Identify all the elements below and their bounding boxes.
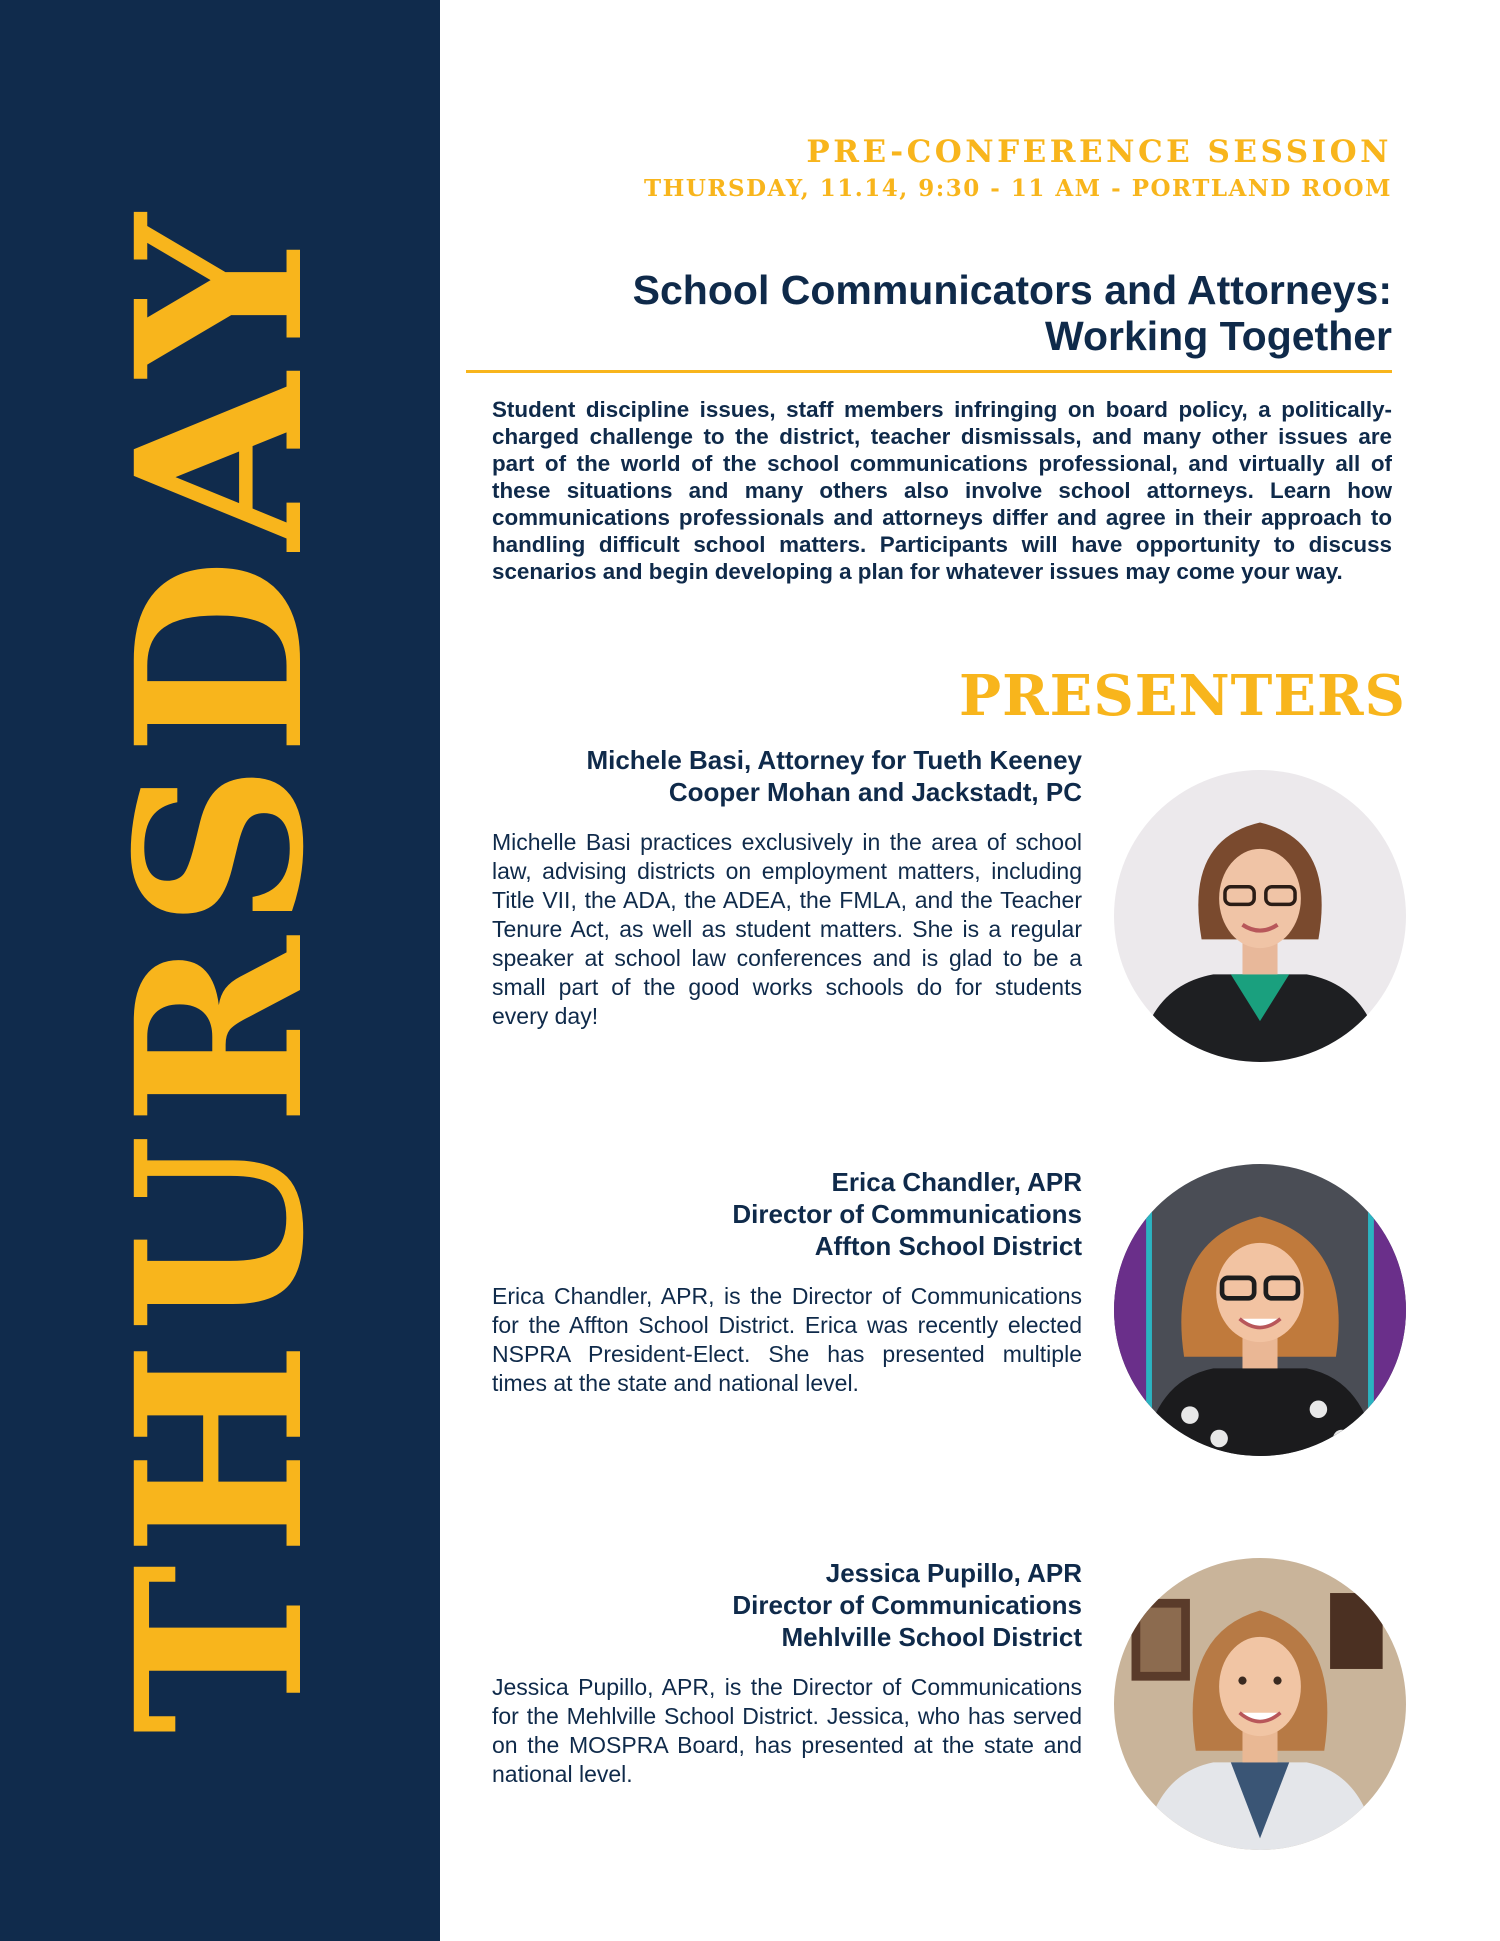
portrait-image bbox=[1114, 770, 1406, 1062]
presenter-bio: Erica Chandler, APR, is the Director of Communications for the Affton School District. Erica was recently elected NSPRA President-Elect. She has presented multiple times at the state and national level. bbox=[492, 1283, 1082, 1396]
session-header bbox=[644, 134, 1392, 203]
session-title-line-2: Working Together bbox=[1045, 312, 1392, 359]
portrait-image bbox=[1114, 1164, 1406, 1456]
presenter-photo bbox=[1114, 770, 1406, 1062]
presenter-bio: Michelle Basi practices exclusively in the area of school law, advising districts on employment matters, including Title VII, the ADA, the ADEA, the FMLA, and the Teacher Tenure Act, as well as student matters. She is a regular speaker at school law conferences and is glad to be a small part of the good works schools do for students every day! bbox=[492, 829, 1082, 1029]
presenter-photo bbox=[1114, 1558, 1406, 1850]
portrait-image bbox=[1114, 1558, 1406, 1850]
presenter-card bbox=[492, 1166, 1082, 1398]
session-kicker: PRE-CONFERENCE SESSION bbox=[806, 134, 1392, 170]
session-meta: THURSDAY, 11.14, 9:30 - 11 AM - PORTLAND ROOM bbox=[643, 175, 1392, 203]
sidebar bbox=[0, 0, 440, 1941]
session-title bbox=[466, 268, 1392, 373]
presenters-heading: PRESENTERS bbox=[959, 663, 1406, 729]
presenter-name-line: Cooper Mohan and Jackstadt, PC bbox=[668, 777, 1082, 807]
presenter-card bbox=[492, 1557, 1082, 1789]
presenter-name-line: Affton School District bbox=[814, 1231, 1082, 1261]
day-banner: THURSDAY bbox=[86, 205, 354, 1735]
presenter-name-line: Michele Basi, Attorney for Tueth Keeney bbox=[586, 745, 1082, 775]
presenter-name-line: Director of Communications bbox=[732, 1590, 1082, 1620]
presenter-photo bbox=[1114, 1164, 1406, 1456]
presenter-name-line: Erica Chandler, APR bbox=[831, 1167, 1082, 1197]
presenter-bio: Jessica Pupillo, APR, is the Director of Communications for the Mehlville School District. Jessica, who has served on the MOSPRA Board, has presented at the state and national level. bbox=[492, 1674, 1082, 1787]
presenter-name bbox=[492, 1557, 1082, 1653]
main-content bbox=[492, 0, 1406, 1941]
presenter-card bbox=[492, 744, 1082, 1031]
presenter-name-line: Jessica Pupillo, APR bbox=[825, 1558, 1082, 1588]
session-description: Student discipline issues, staff members infringing on board policy, a politically-charged challenge to the district, teacher dismissals, and many other issues are part of the world of the school communications professional, and virtually all of these situations and many others also involve school attorneys. Learn how communications professionals and attorneys differ and agree in their approach to handling difficult school matters. Participants will have opportunity to discuss scenarios and begin developing a plan for whatever issues may come your way. bbox=[492, 397, 1392, 584]
presenter-name bbox=[492, 1166, 1082, 1262]
presenter-name-line: Mehlville School District bbox=[781, 1622, 1082, 1652]
session-title-line-1: School Communicators and Attorneys: bbox=[632, 267, 1392, 313]
presenter-name-line: Director of Communications bbox=[732, 1199, 1082, 1229]
presenter-name bbox=[492, 744, 1082, 808]
